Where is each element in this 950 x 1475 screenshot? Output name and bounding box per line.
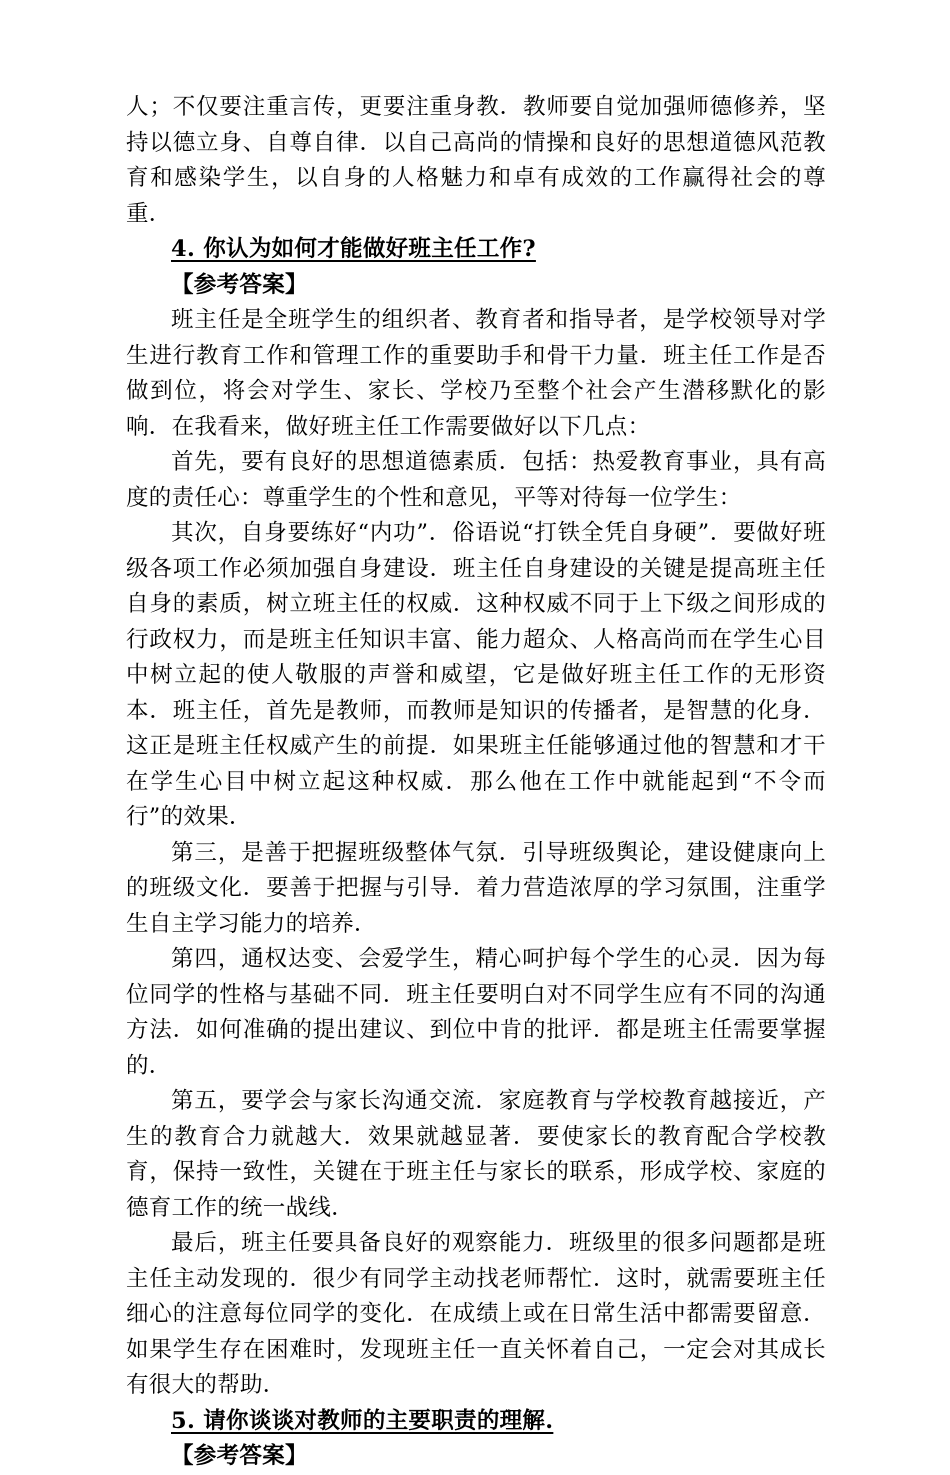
answer-4-paragraph-second: 其次，自身要练好“内功”．俗语说“打铁全凭自身硬”．要做好班级各项工作必须加强自身建设．班主任自身建设的关键是提高班主任自身的素质，树立班主任的权威．这种权威不同于上下级之间形成的行政权力，而是班主任知识丰富、能力超众、人格高尚而在学生心目中树立起的使人敬服的声誉和威望，它是做好班主任工作的无形资本．班主任，首先是教师，而教师是知识的传播者，是智慧的化身．这正是班主任权威产生的前提．如果班主任能够通过他的智慧和才干在学生心目中树立起这种权威．那么他在工作中就能起到“不令而行”的效果．	[126, 520, 826, 830]
question-4-heading: 4. 你认为如何才能做好班主任工作?	[171, 236, 536, 262]
question-5-heading: 5. 请你谈谈对教师的主要职责的理解.	[171, 1407, 554, 1434]
answer-label-4: 【参考答案】	[171, 271, 308, 298]
answer-4-paragraph-last: 最后，班主任要具备良好的观察能力．班级里的很多问题都是班主任主动发现的．很少有同学主动找老师帮忙．这时，就需要班主任细心的注意每位同学的变化．在成绩上或在日常生活中都需要留意．如果学生存在困难时，发现班主任一直关怀着自己，一定会对其成长有很大的帮助．	[126, 1230, 826, 1398]
answer-label-5: 【参考答案】	[171, 1443, 308, 1469]
answer-4-paragraph-third: 第三，是善于把握班级整体气氛．引导班级舆论，建设健康向上的班级文化．要善于把握与引导．着力营造浓厚的学习氛围，注重学生自主学习能力的培养．	[126, 839, 826, 937]
answer-4-paragraph-intro: 班主任是全班学生的组织者、教育者和指导者，是学校领导对学生进行教育工作和管理工作的重要助手和骨干力量．班主任工作是否做到位，将会对学生、家长、学校乃至整个社会产生潜移默化的影响．在我看来，做好班主任工作需要做好以下几点：	[126, 307, 826, 440]
document-body	[126, 90, 826, 1475]
answer-4-paragraph-fourth: 第四，通权达变、会爱学生，精心呵护每个学生的心灵．因为每位同学的性格与基础不同．班主任要明白对不同学生应有不同的沟通方法．如何准确的提出建议、到位中肯的批评．都是班主任需要掌握的．	[126, 946, 826, 1079]
answer-4-paragraph-fifth: 第五，要学会与家长沟通交流．家庭教育与学校教育越接近，产生的教育合力就越大．效果就越显著．要使家长的教育配合学校教育，保持一致性，关键在于班主任与家长的联系，形成学校、家庭的德育工作的统一战线．	[126, 1088, 826, 1221]
answer-4-paragraph-first: 首先，要有良好的思想道德素质．包括：热爱教育事业，具有高度的责任心：尊重学生的个性和意见，平等对待每一位学生：	[126, 449, 826, 511]
continuation-paragraph: 人；不仅要注重言传，更要注重身教．教师要自觉加强师德修养，坚持以德立身、自尊自律．以自己高尚的情操和良好的思想道德风范教育和感染学生，以自身的人格魅力和卓有成效的工作赢得社会的尊重．	[126, 94, 826, 227]
